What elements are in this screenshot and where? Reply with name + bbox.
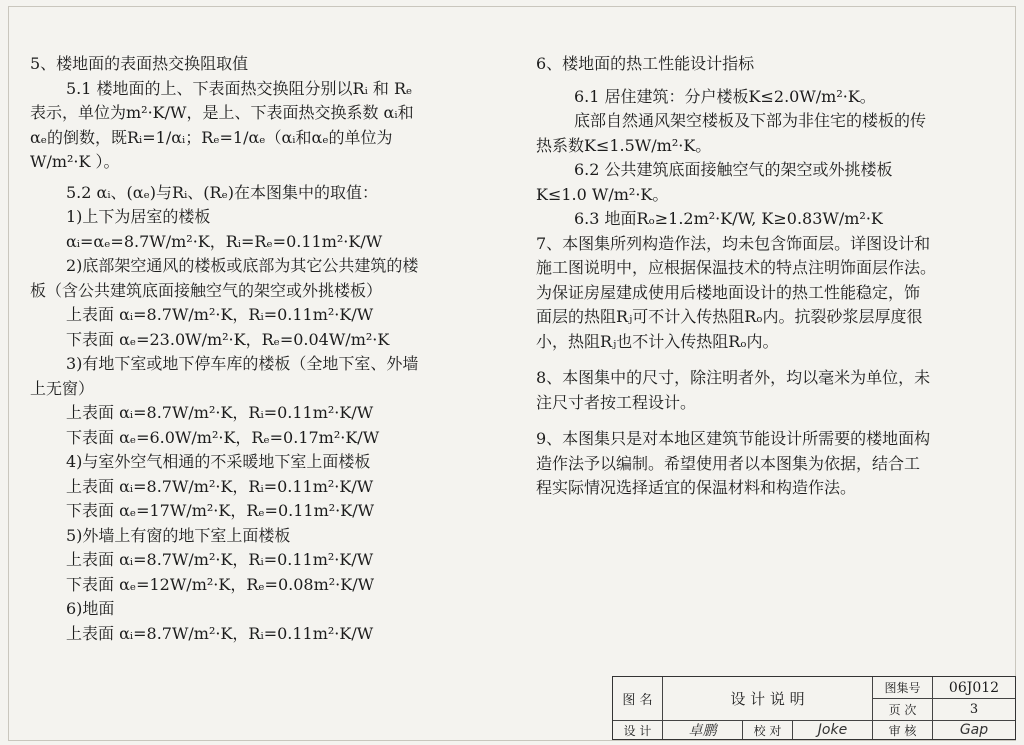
text-line: 3)有地下室或地下停车库的楼板（全地下室、外墙 [66,354,419,373]
text-line: 5.2 αᵢ、(αₑ)与Rᵢ、(Rₑ)在本图集中的取值： [66,182,379,202]
title-label-cell: 图 名 [613,677,663,721]
text-line: 为保证房屋建成使用后楼地面设计的热工性能稳定，饰 [536,282,921,302]
section-6-heading: 6、楼地面的热工性能设计指标 [536,54,755,73]
text-line: 小，热阻Rⱼ也不计入传热阻Rₒ内。 [536,331,779,351]
text-line: 6)地面 [66,599,115,618]
text-line: 板（含公共建筑底面接触空气的架空或外挑楼板） [30,280,383,300]
text-line: 上表面 αᵢ=8.7W/m²·K，Rᵢ=0.11m²·K/W [66,550,374,569]
text-line: 6.1 居住建筑：分户楼板K≤2.0W/m²·K。 [574,86,876,106]
drawing-title-cell [663,677,873,721]
text-line: K≤1.0 W/m²·K。 [536,184,669,204]
text-line: 程实际情况选择适宜的保温材料和构造作法。 [536,478,857,497]
text-line: 面层的热阻Rⱼ可不计入传热阻Rₒ内。抗裂砂浆层厚度很 [536,307,923,326]
text-line: 上表面 αᵢ=8.7W/m²·K，Rᵢ=0.11m²·K/W [66,623,374,643]
designer-label: 设 计 [613,721,663,739]
text-line: 表示，单位为m²·K/W，是上、下表面热交换系数 αᵢ和 [30,103,414,122]
text-line: 下表面 αₑ=12W/m²·K，Rₑ=0.08m²·K/W [66,574,375,594]
text-line: 7、本图集所列构造作法，均未包含饰面层。详图设计和 [536,233,931,253]
text-line: 9、本图集只是对本地区建筑节能设计所需要的楼地面构 [536,429,931,448]
text-line: 6.3 地面Rₒ≥1.2m²·K/W, K≥0.83W/m²·K [574,209,883,228]
text-line: 5.1 楼地面的上、下表面热交换阻分别以Rᵢ 和 Rₑ [66,78,413,98]
text-line: 5)外墙上有窗的地下室上面楼板 [66,525,291,545]
text-line: 2)底部架空通风的楼板或底部为其它公共建筑的楼 [66,256,419,275]
text-line: 8、本图集中的尺寸，除注明者外，均以毫米为单位，未 [536,368,931,387]
text-line: 下表面 αₑ=17W/m²·K，Rₑ=0.11m²·K/W [66,501,375,520]
reviewer-signature: Gap [959,722,989,738]
text-line: αᵢ=αₑ=8.7W/m²·K，Rᵢ=Rₑ=0.11m²·K/W [66,231,383,251]
text-line: 上无窗） [30,378,95,398]
designer-signature: 卓鹏 [663,721,743,739]
text-line: 6.2 公共建筑底面接触空气的架空或外挑楼板 [574,160,893,179]
text-line: 造作法予以编制。希望使用者以本图集为依据，结合工 [536,453,921,473]
text-line: 底部自然通风架空楼板及下部为非住宅的楼板的传 [574,111,927,130]
text-line: 施工图说明中，应根据保温技术的特点注明饰面层作法。 [536,258,937,277]
text-line: 上表面 αᵢ=8.7W/m²·K，Rᵢ=0.11m²·K/W [66,403,374,422]
left-column [30,52,490,646]
text-line: 上表面 αᵢ=8.7W/m²·K，Rᵢ=0.11m²·K/W [66,476,374,496]
drawing-title: 设 计 说 明 [730,690,805,708]
text-line: 下表面 αₑ=6.0W/m²·K，Rₑ=0.17m²·K/W [66,427,380,447]
title-block [612,676,1016,740]
atlas-number-value: 06J012 [933,677,1015,699]
reviewer-label: 审 核 [873,721,933,739]
text-line: 下表面 αₑ=23.0W/m²·K，Rₑ=0.04W/m²·K [66,329,390,349]
text-line: 1)上下为居室的楼板 [66,207,211,226]
checker-label: 校 对 [743,721,793,739]
text-line: 热系数K≤1.5W/m²·K。 [536,135,712,155]
text-line: 上表面 αᵢ=8.7W/m²·K，Rᵢ=0.11m²·K/W [66,305,374,324]
right-column [536,52,992,501]
page-label: 页 次 [873,699,933,721]
text-line: 4)与室外空气相通的不采暖地下室上面楼板 [66,452,371,471]
atlas-number-label: 图集号 [873,677,933,699]
text-line: 注尺寸者按工程设计。 [536,392,697,412]
text-line: αₑ的倒数，既Rᵢ=1/αᵢ；Rₑ=1/αₑ（αᵢ和αₑ的单位为 [30,127,393,147]
page-number: 3 [933,699,1015,721]
checker-signature: Joke [793,721,873,739]
text-line: W/m²·K ）。 [30,152,120,171]
section-5-heading: 5、楼地面的表面热交换阻取值 [30,54,249,73]
